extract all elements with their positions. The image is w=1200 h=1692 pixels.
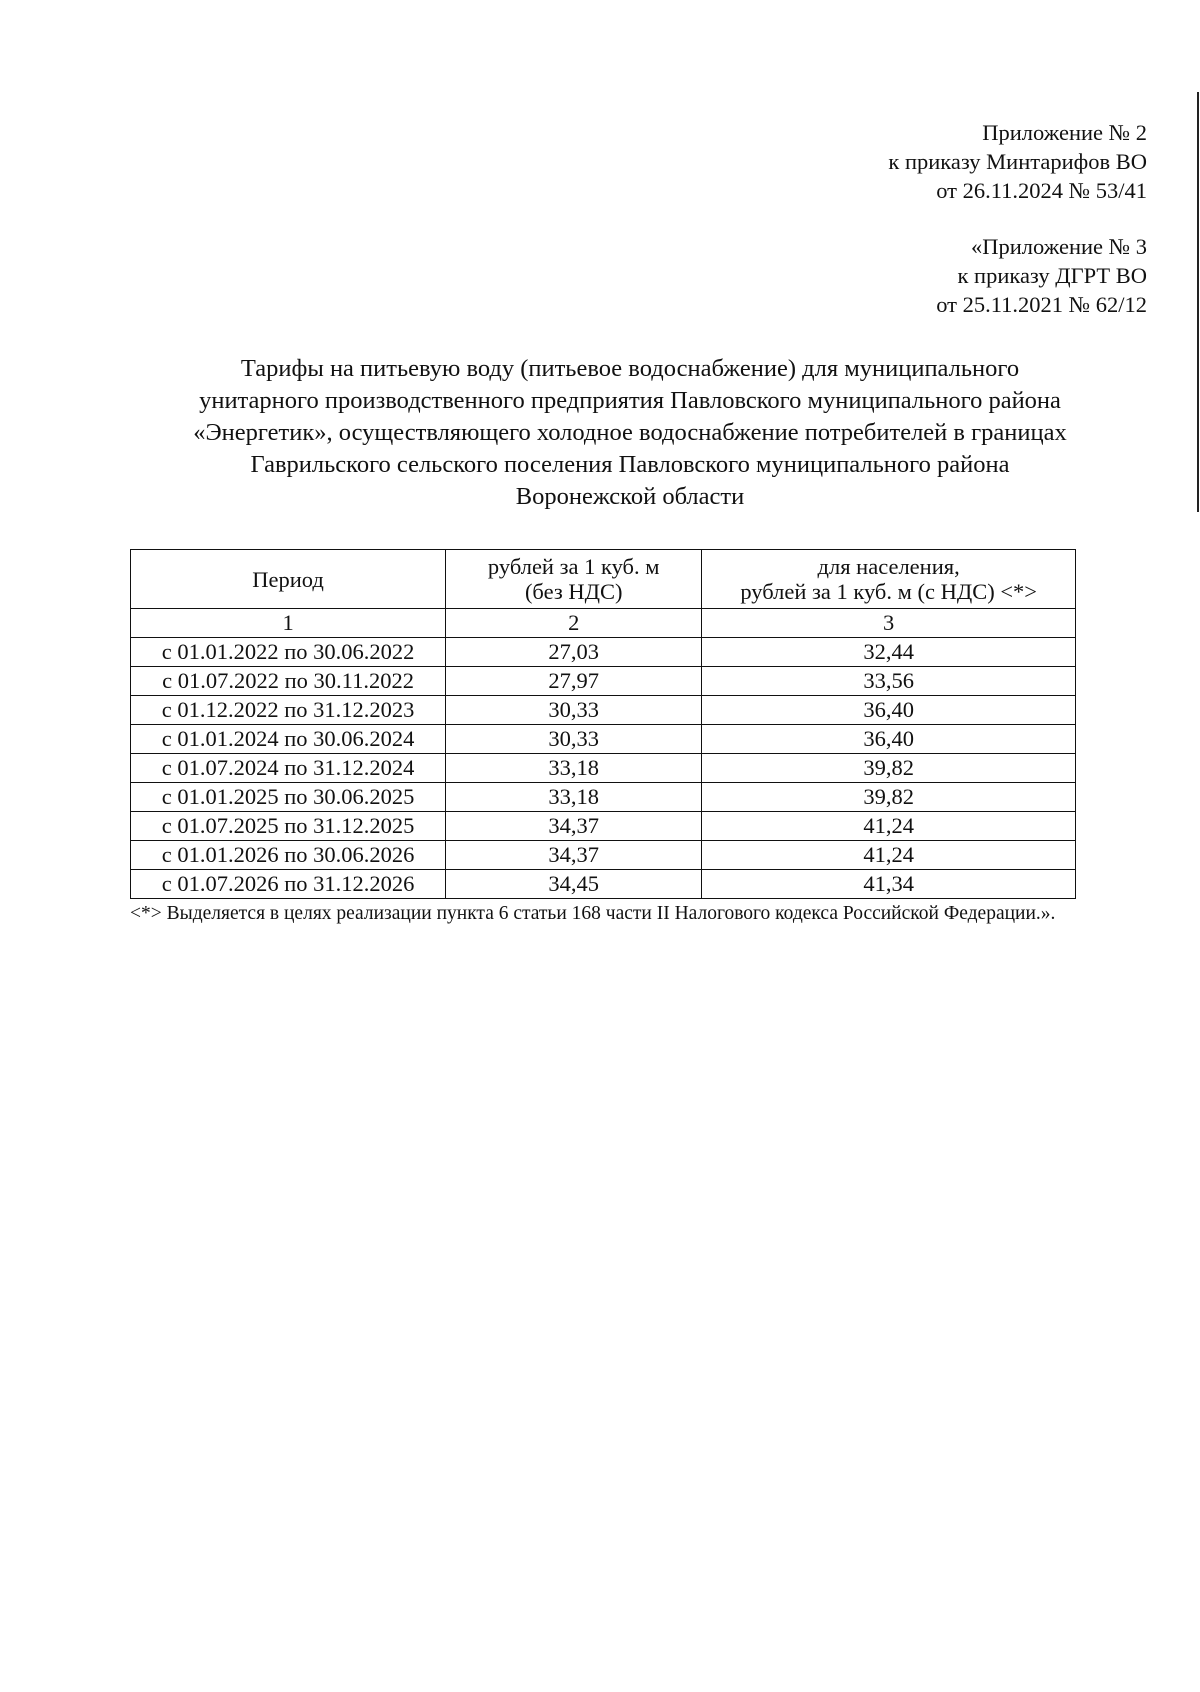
price-with-vat-cell: 36,40 — [702, 696, 1076, 725]
column-number: 2 — [446, 609, 702, 638]
period-cell: с 01.12.2022 по 31.12.2023 — [131, 696, 446, 725]
period-cell: с 01.01.2026 по 30.06.2026 — [131, 841, 446, 870]
header-price-no-vat-line1: рублей за 1 куб. м — [487, 554, 660, 579]
price-with-vat-cell: 39,82 — [702, 783, 1076, 812]
title-line-2: унитарного производственного предприятия Павловского муниципального района — [199, 387, 1061, 414]
original-order-date: от 25.11.2021 № 62/12 — [936, 292, 1147, 317]
column-number: 1 — [131, 609, 446, 638]
period-cell: с 01.07.2024 по 31.12.2024 — [131, 754, 446, 783]
price-with-vat-cell: 32,44 — [702, 638, 1076, 667]
price-with-vat-cell: 33,56 — [702, 667, 1076, 696]
appendix-order-ref: к приказу Минтарифов ВО — [888, 149, 1147, 174]
appendix-header — [888, 118, 1147, 205]
title-line-4: Гаврильского сельского поселения Павловского муниципального района — [250, 451, 1010, 478]
table-row — [131, 725, 1076, 754]
period-cell: с 01.07.2025 по 31.12.2025 — [131, 812, 446, 841]
price-no-vat-cell: 34,45 — [446, 870, 702, 899]
period-cell: с 01.01.2025 по 30.06.2025 — [131, 783, 446, 812]
column-number: 3 — [702, 609, 1076, 638]
price-no-vat-cell: 34,37 — [446, 841, 702, 870]
period-cell: с 01.07.2022 по 30.11.2022 — [131, 667, 446, 696]
header-price-no-vat — [446, 550, 702, 609]
price-no-vat-cell: 33,18 — [446, 754, 702, 783]
table-row — [131, 638, 1076, 667]
tariff-rows — [131, 638, 1076, 899]
table-row — [131, 783, 1076, 812]
table-header-row — [131, 550, 1076, 609]
period-cell: с 01.01.2022 по 30.06.2022 — [131, 638, 446, 667]
header-price-with-vat-line1: для населения, — [817, 554, 960, 579]
header-price-with-vat-line2: рублей за 1 куб. м (с НДС) <*> — [740, 579, 1037, 604]
header-price-no-vat-line2: (без НДС) — [524, 579, 623, 604]
table-row — [131, 841, 1076, 870]
price-with-vat-cell: 36,40 — [702, 725, 1076, 754]
page-edge-line — [1197, 92, 1199, 512]
document-title — [120, 353, 1140, 513]
price-no-vat-cell: 33,18 — [446, 783, 702, 812]
table-row — [131, 696, 1076, 725]
appendix-number: Приложение № 2 — [982, 120, 1147, 145]
price-no-vat-cell: 30,33 — [446, 696, 702, 725]
title-line-5: Воронежской области — [515, 483, 745, 510]
price-with-vat-cell: 41,24 — [702, 812, 1076, 841]
price-no-vat-cell: 34,37 — [446, 812, 702, 841]
period-cell: с 01.01.2024 по 30.06.2024 — [131, 725, 446, 754]
table-row — [131, 667, 1076, 696]
appendix-order-date: от 26.11.2024 № 53/41 — [936, 178, 1147, 203]
header-period — [131, 550, 446, 609]
title-line-3: «Энергетик», осуществляющего холодное водоснабжение потребителей в границах — [193, 419, 1067, 446]
price-no-vat-cell: 30,33 — [446, 725, 702, 754]
header-period-label: Период — [252, 566, 324, 592]
table-row — [131, 870, 1076, 899]
price-no-vat-cell: 27,97 — [446, 667, 702, 696]
price-with-vat-cell: 39,82 — [702, 754, 1076, 783]
column-number-row — [131, 609, 1076, 638]
original-appendix-header — [936, 232, 1147, 319]
period-cell: с 01.07.2026 по 31.12.2026 — [131, 870, 446, 899]
original-appendix-number: «Приложение № 3 — [971, 234, 1147, 259]
table-row — [131, 812, 1076, 841]
price-no-vat-cell: 27,03 — [446, 638, 702, 667]
price-with-vat-cell: 41,24 — [702, 841, 1076, 870]
tariff-table — [130, 549, 1076, 899]
footnote: <*> Выделяется в целях реализации пункта 6 статьи 168 части II Налогового кодекса Российской Федерации.». — [130, 903, 1056, 924]
price-with-vat-cell: 41,34 — [702, 870, 1076, 899]
original-order-ref: к приказу ДГРТ ВО — [957, 263, 1147, 288]
title-line-1: Тарифы на питьевую воду (питьевое водоснабжение) для муниципального — [240, 355, 1020, 382]
header-price-with-vat — [702, 550, 1076, 609]
table-row — [131, 754, 1076, 783]
